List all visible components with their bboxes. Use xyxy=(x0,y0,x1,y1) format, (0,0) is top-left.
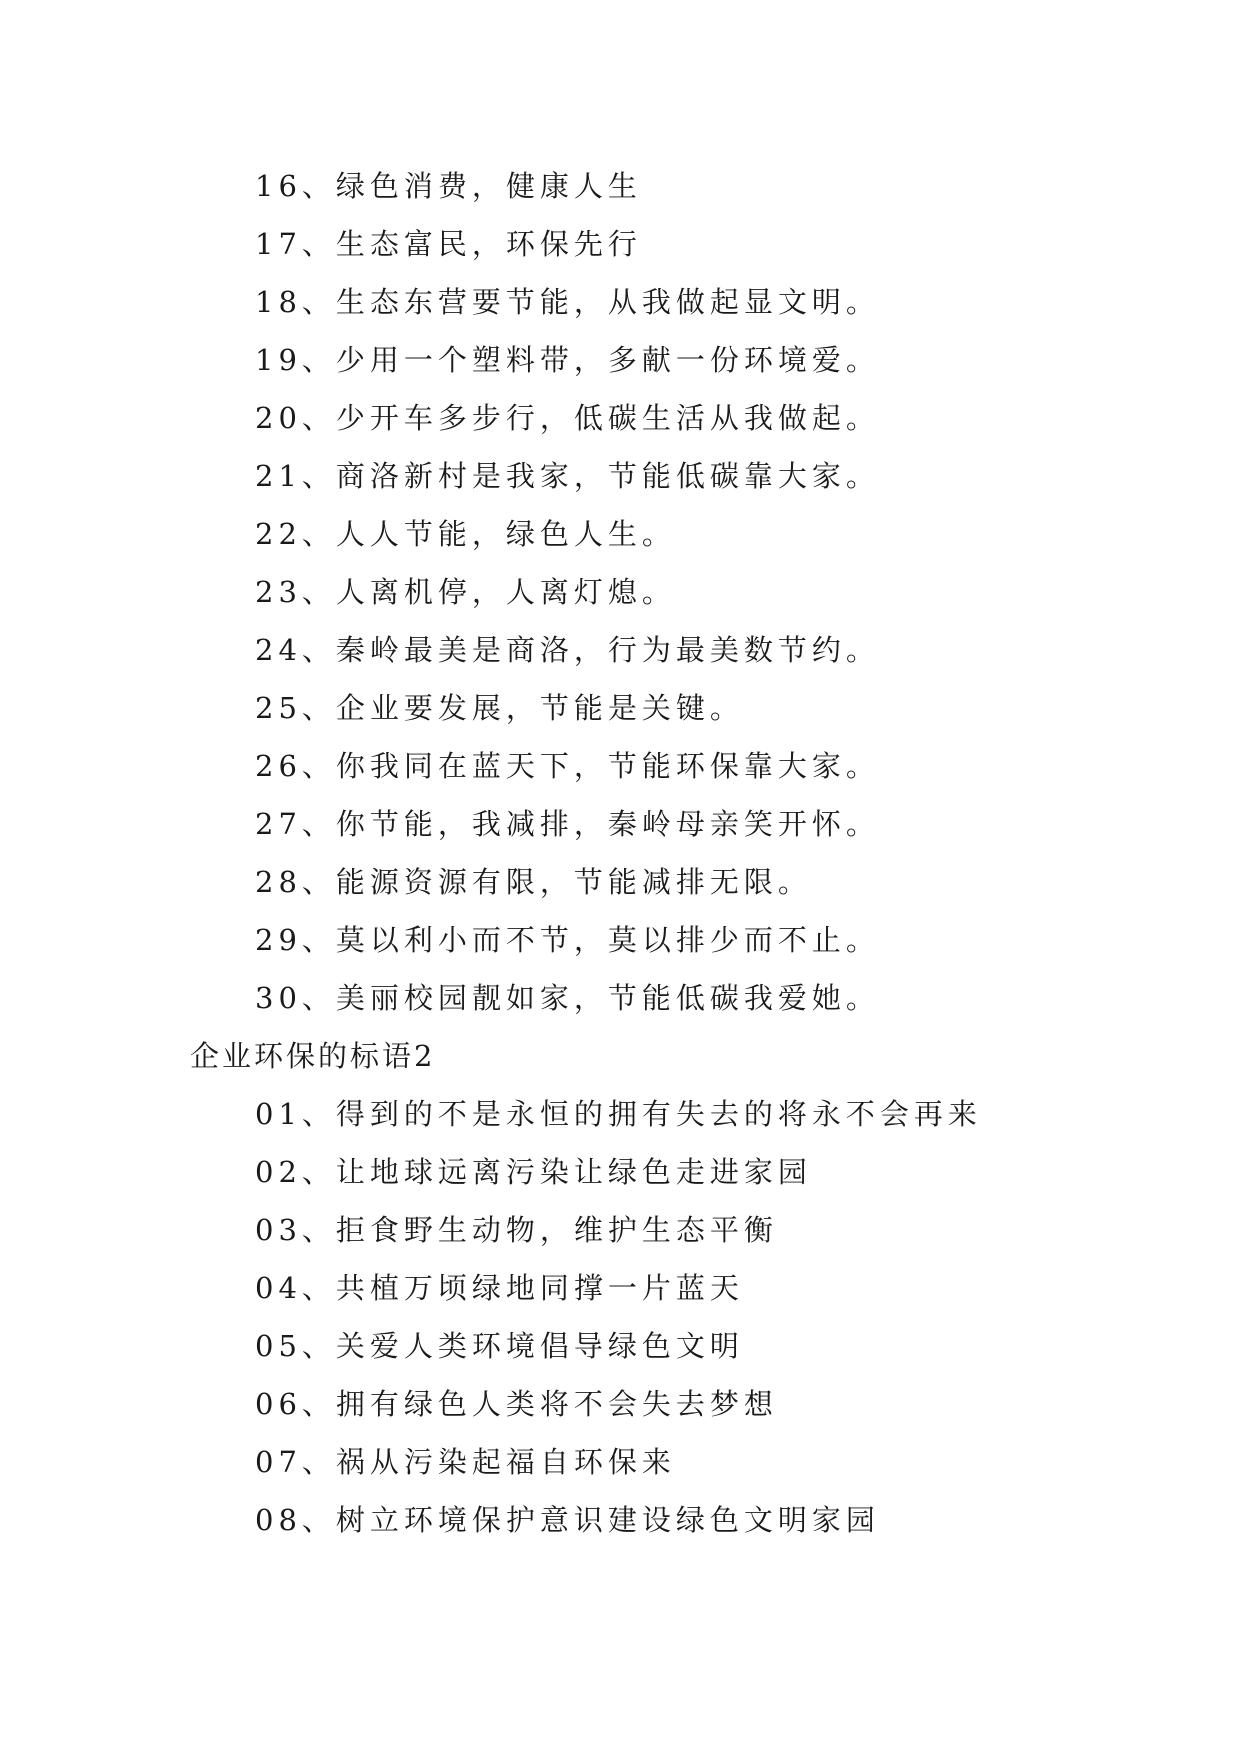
slogan-item: 19、少用一个塑料带，多献一份环境爱。 xyxy=(255,343,880,377)
slogan-item: 21、商洛新村是我家，节能低碳靠大家。 xyxy=(255,459,880,493)
slogan-item: 18、生态东营要节能，从我做起显文明。 xyxy=(255,285,880,319)
slogan-item: 22、人人节能，绿色人生。 xyxy=(255,517,676,551)
slogan-item: 08、树立环境保护意识建设绿色文明家园 xyxy=(255,1503,880,1537)
slogan-item: 03、拒食野生动物，维护生态平衡 xyxy=(255,1213,778,1247)
slogan-item: 17、生态富民，环保先行 xyxy=(255,227,642,261)
slogan-item: 28、能源资源有限，节能减排无限。 xyxy=(255,865,812,899)
slogan-item: 27、你节能，我减排，秦岭母亲笑开怀。 xyxy=(255,807,880,841)
slogan-item: 05、关爱人类环境倡导绿色文明 xyxy=(255,1329,744,1363)
slogan-item: 06、拥有绿色人类将不会失去梦想 xyxy=(255,1387,778,1421)
slogan-item: 25、企业要发展，节能是关键。 xyxy=(255,691,744,725)
slogan-item: 26、你我同在蓝天下，节能环保靠大家。 xyxy=(255,749,880,783)
slogan-item: 02、让地球远离污染让绿色走进家园 xyxy=(255,1155,812,1189)
slogan-item: 20、少开车多步行，低碳生活从我做起。 xyxy=(255,401,880,435)
slogan-item: 07、祸从污染起福自环保来 xyxy=(255,1445,676,1479)
slogan-item: 24、秦岭最美是商洛，行为最美数节约。 xyxy=(255,633,880,667)
slogan-item: 29、莫以利小而不节，莫以排少而不止。 xyxy=(255,923,880,957)
section-heading: 企业环保的标语2 xyxy=(190,1039,436,1073)
slogan-item: 01、得到的不是永恒的拥有失去的将永不会再来 xyxy=(255,1097,982,1131)
slogan-item: 16、绿色消费，健康人生 xyxy=(255,169,642,203)
slogan-item: 04、共植万顷绿地同撑一片蓝天 xyxy=(255,1271,744,1305)
slogan-item: 23、人离机停，人离灯熄。 xyxy=(255,575,676,609)
slogan-item: 30、美丽校园靓如家，节能低碳我爱她。 xyxy=(255,981,880,1015)
